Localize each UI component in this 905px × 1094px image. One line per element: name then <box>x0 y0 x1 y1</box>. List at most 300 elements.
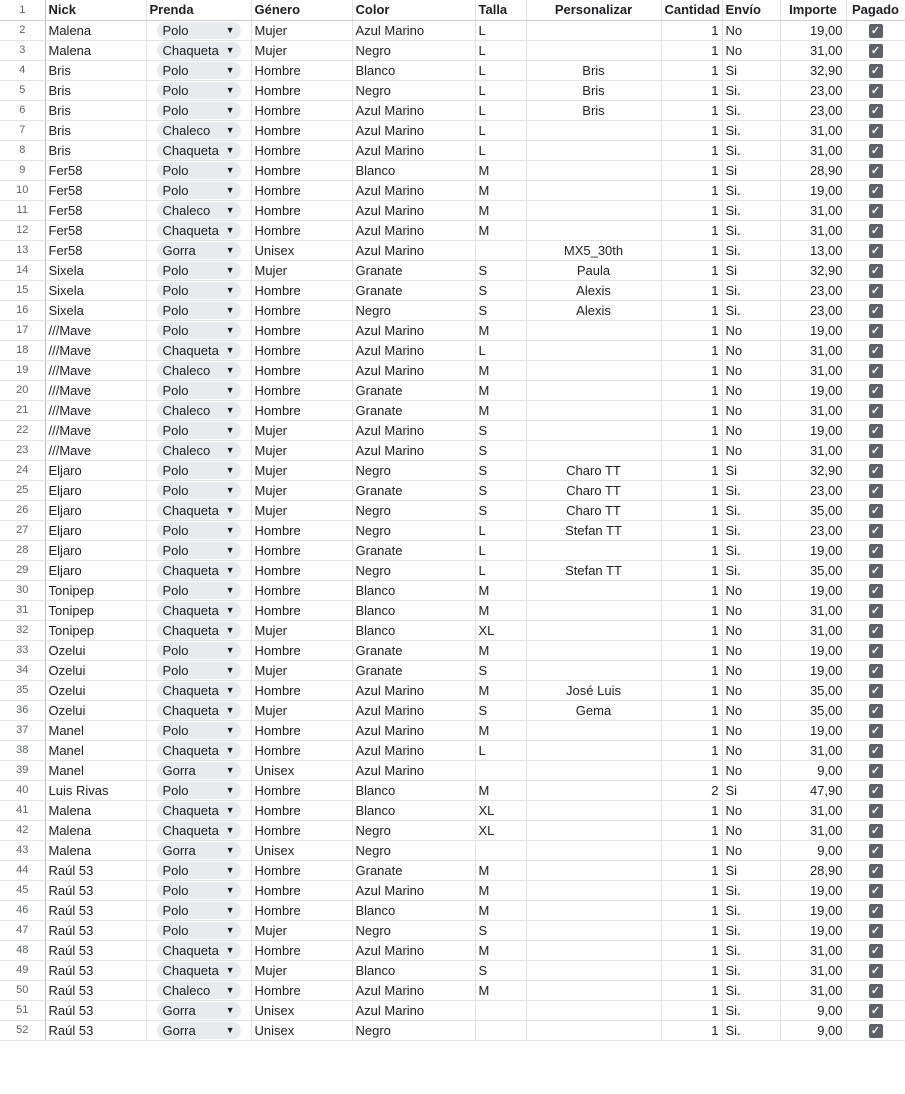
cell-importe[interactable]: 35,00 <box>780 500 846 520</box>
cell-prenda[interactable] <box>146 780 251 800</box>
cell-color[interactable]: Negro <box>352 500 475 520</box>
prenda-dropdown-chip[interactable] <box>157 22 241 39</box>
cell-importe[interactable]: 31,00 <box>780 940 846 960</box>
cell-cantidad[interactable]: 1 <box>661 140 722 160</box>
cell-personalizar[interactable] <box>526 540 661 560</box>
cell-talla[interactable]: L <box>475 60 526 80</box>
checkbox-checked-icon[interactable]: ✓ <box>869 884 883 898</box>
cell-genero[interactable]: Hombre <box>251 940 352 960</box>
cell-prenda[interactable] <box>146 440 251 460</box>
row-number[interactable]: 23 <box>0 440 45 460</box>
checkbox-checked-icon[interactable]: ✓ <box>869 764 883 778</box>
cell-personalizar[interactable]: Paula <box>526 260 661 280</box>
row-number[interactable]: 20 <box>0 380 45 400</box>
cell-genero[interactable]: Mujer <box>251 620 352 640</box>
cell-envio[interactable]: No <box>722 680 780 700</box>
checkbox-checked-icon[interactable]: ✓ <box>869 244 883 258</box>
cell-color[interactable]: Granate <box>352 640 475 660</box>
cell-personalizar[interactable] <box>526 440 661 460</box>
prenda-dropdown-chip[interactable] <box>157 102 241 119</box>
cell-genero[interactable]: Hombre <box>251 720 352 740</box>
cell-prenda[interactable] <box>146 940 251 960</box>
cell-color[interactable]: Blanco <box>352 600 475 620</box>
prenda-dropdown-chip[interactable] <box>157 682 241 699</box>
cell-importe[interactable]: 19,00 <box>780 540 846 560</box>
cell-envio[interactable]: Si. <box>722 280 780 300</box>
cell-talla[interactable]: S <box>475 460 526 480</box>
cell-envio[interactable]: No <box>722 380 780 400</box>
checkbox-checked-icon[interactable]: ✓ <box>869 184 883 198</box>
cell-cantidad[interactable]: 1 <box>661 680 722 700</box>
cell-personalizar[interactable] <box>526 780 661 800</box>
cell-genero[interactable]: Unisex <box>251 840 352 860</box>
cell-genero[interactable]: Hombre <box>251 360 352 380</box>
prenda-dropdown-chip[interactable] <box>157 702 241 719</box>
cell-talla[interactable]: L <box>475 540 526 560</box>
cell-pagado[interactable] <box>846 60 905 80</box>
cell-importe[interactable]: 32,90 <box>780 260 846 280</box>
row-number[interactable]: 51 <box>0 1000 45 1020</box>
cell-nick[interactable]: Tonipep <box>45 580 146 600</box>
cell-nick[interactable]: Fer58 <box>45 200 146 220</box>
cell-talla[interactable]: L <box>475 520 526 540</box>
cell-envio[interactable]: Si <box>722 860 780 880</box>
cell-personalizar[interactable]: Alexis <box>526 300 661 320</box>
cell-cantidad[interactable]: 1 <box>661 960 722 980</box>
cell-cantidad[interactable]: 1 <box>661 40 722 60</box>
cell-color[interactable]: Blanco <box>352 160 475 180</box>
cell-talla[interactable]: S <box>475 280 526 300</box>
cell-pagado[interactable] <box>846 340 905 360</box>
cell-genero[interactable]: Hombre <box>251 180 352 200</box>
cell-cantidad[interactable]: 1 <box>661 340 722 360</box>
cell-talla[interactable]: L <box>475 120 526 140</box>
cell-talla[interactable]: S <box>475 420 526 440</box>
cell-envio[interactable]: No <box>722 20 780 40</box>
cell-pagado[interactable] <box>846 700 905 720</box>
cell-envio[interactable]: No <box>722 580 780 600</box>
prenda-dropdown-chip[interactable] <box>157 882 241 899</box>
cell-prenda[interactable] <box>146 480 251 500</box>
cell-importe[interactable]: 19,00 <box>780 380 846 400</box>
checkbox-checked-icon[interactable]: ✓ <box>869 664 883 678</box>
checkbox-checked-icon[interactable]: ✓ <box>869 264 883 278</box>
cell-importe[interactable]: 31,00 <box>780 40 846 60</box>
checkbox-checked-icon[interactable]: ✓ <box>869 484 883 498</box>
cell-importe[interactable]: 35,00 <box>780 700 846 720</box>
prenda-dropdown-chip[interactable] <box>157 62 241 79</box>
cell-envio[interactable]: No <box>722 40 780 60</box>
header-nick[interactable]: Nick <box>45 0 146 20</box>
cell-cantidad[interactable]: 1 <box>661 240 722 260</box>
cell-cantidad[interactable]: 1 <box>661 300 722 320</box>
cell-envio[interactable]: Si. <box>722 1000 780 1020</box>
checkbox-checked-icon[interactable]: ✓ <box>869 944 883 958</box>
row-number[interactable]: 13 <box>0 240 45 260</box>
cell-talla[interactable]: M <box>475 220 526 240</box>
cell-color[interactable]: Negro <box>352 40 475 60</box>
cell-color[interactable]: Azul Marino <box>352 360 475 380</box>
cell-genero[interactable]: Hombre <box>251 320 352 340</box>
cell-prenda[interactable] <box>146 960 251 980</box>
cell-cantidad[interactable]: 1 <box>661 420 722 440</box>
cell-personalizar[interactable] <box>526 800 661 820</box>
cell-envio[interactable]: Si <box>722 260 780 280</box>
cell-cantidad[interactable]: 1 <box>661 640 722 660</box>
row-number[interactable]: 50 <box>0 980 45 1000</box>
cell-prenda[interactable] <box>146 300 251 320</box>
cell-personalizar[interactable] <box>526 940 661 960</box>
cell-pagado[interactable] <box>846 480 905 500</box>
cell-envio[interactable]: Si. <box>722 80 780 100</box>
cell-pagado[interactable] <box>846 240 905 260</box>
cell-pagado[interactable] <box>846 580 905 600</box>
cell-pagado[interactable] <box>846 180 905 200</box>
cell-prenda[interactable] <box>146 540 251 560</box>
cell-personalizar[interactable] <box>526 140 661 160</box>
checkbox-checked-icon[interactable]: ✓ <box>869 744 883 758</box>
row-number[interactable]: 34 <box>0 660 45 680</box>
cell-personalizar[interactable]: MX5_30th <box>526 240 661 260</box>
row-number[interactable]: 42 <box>0 820 45 840</box>
cell-color[interactable]: Azul Marino <box>352 440 475 460</box>
cell-genero[interactable]: Hombre <box>251 340 352 360</box>
cell-talla[interactable]: M <box>475 780 526 800</box>
cell-talla[interactable]: S <box>475 700 526 720</box>
cell-genero[interactable]: Mujer <box>251 920 352 940</box>
row-number[interactable]: 24 <box>0 460 45 480</box>
cell-envio[interactable]: Si. <box>722 180 780 200</box>
row-number[interactable]: 28 <box>0 540 45 560</box>
prenda-dropdown-chip[interactable] <box>157 522 241 539</box>
cell-nick[interactable]: Bris <box>45 100 146 120</box>
cell-color[interactable]: Negro <box>352 840 475 860</box>
cell-prenda[interactable] <box>146 660 251 680</box>
cell-pagado[interactable] <box>846 800 905 820</box>
cell-nick[interactable]: Sixela <box>45 260 146 280</box>
cell-cantidad[interactable]: 1 <box>661 1020 722 1040</box>
checkbox-checked-icon[interactable]: ✓ <box>869 284 883 298</box>
checkbox-checked-icon[interactable]: ✓ <box>869 224 883 238</box>
checkbox-checked-icon[interactable]: ✓ <box>869 164 883 178</box>
cell-importe[interactable]: 19,00 <box>780 580 846 600</box>
cell-genero[interactable]: Hombre <box>251 600 352 620</box>
cell-nick[interactable]: ///Mave <box>45 320 146 340</box>
cell-talla[interactable]: M <box>475 980 526 1000</box>
cell-nick[interactable]: ///Mave <box>45 340 146 360</box>
cell-pagado[interactable] <box>846 940 905 960</box>
cell-importe[interactable]: 19,00 <box>780 20 846 40</box>
cell-envio[interactable]: No <box>722 700 780 720</box>
checkbox-checked-icon[interactable]: ✓ <box>869 844 883 858</box>
cell-pagado[interactable] <box>846 80 905 100</box>
row-number[interactable]: 44 <box>0 860 45 880</box>
cell-genero[interactable]: Hombre <box>251 640 352 660</box>
cell-prenda[interactable] <box>146 20 251 40</box>
cell-importe[interactable]: 31,00 <box>780 220 846 240</box>
checkbox-checked-icon[interactable]: ✓ <box>869 44 883 58</box>
cell-pagado[interactable] <box>846 840 905 860</box>
cell-personalizar[interactable] <box>526 1000 661 1020</box>
cell-cantidad[interactable]: 1 <box>661 760 722 780</box>
cell-color[interactable]: Negro <box>352 820 475 840</box>
header-importe[interactable]: Importe <box>780 0 846 20</box>
cell-personalizar[interactable] <box>526 600 661 620</box>
prenda-dropdown-chip[interactable] <box>157 202 241 219</box>
cell-cantidad[interactable]: 1 <box>661 860 722 880</box>
cell-prenda[interactable] <box>146 620 251 640</box>
row-number[interactable]: 12 <box>0 220 45 240</box>
cell-pagado[interactable] <box>846 680 905 700</box>
row-number[interactable]: 11 <box>0 200 45 220</box>
cell-importe[interactable]: 31,00 <box>780 800 846 820</box>
cell-prenda[interactable] <box>146 280 251 300</box>
cell-genero[interactable]: Hombre <box>251 80 352 100</box>
checkbox-checked-icon[interactable]: ✓ <box>869 644 883 658</box>
cell-pagado[interactable] <box>846 760 905 780</box>
cell-color[interactable]: Blanco <box>352 620 475 640</box>
cell-envio[interactable]: Si. <box>722 520 780 540</box>
cell-envio[interactable]: No <box>722 720 780 740</box>
cell-cantidad[interactable]: 1 <box>661 280 722 300</box>
checkbox-checked-icon[interactable]: ✓ <box>869 964 883 978</box>
prenda-dropdown-chip[interactable] <box>157 302 241 319</box>
cell-prenda[interactable] <box>146 760 251 780</box>
cell-cantidad[interactable]: 1 <box>661 580 722 600</box>
cell-envio[interactable]: No <box>722 840 780 860</box>
row-number[interactable]: 18 <box>0 340 45 360</box>
cell-importe[interactable]: 32,90 <box>780 60 846 80</box>
cell-genero[interactable]: Hombre <box>251 120 352 140</box>
cell-personalizar[interactable]: Charo TT <box>526 480 661 500</box>
cell-pagado[interactable] <box>846 920 905 940</box>
row-number[interactable]: 30 <box>0 580 45 600</box>
cell-talla[interactable]: L <box>475 80 526 100</box>
cell-personalizar[interactable] <box>526 220 661 240</box>
checkbox-checked-icon[interactable]: ✓ <box>869 364 883 378</box>
cell-importe[interactable]: 31,00 <box>780 360 846 380</box>
checkbox-checked-icon[interactable]: ✓ <box>869 804 883 818</box>
cell-envio[interactable]: Si. <box>722 240 780 260</box>
cell-envio[interactable]: Si <box>722 160 780 180</box>
cell-genero[interactable]: Hombre <box>251 740 352 760</box>
cell-color[interactable]: Azul Marino <box>352 700 475 720</box>
prenda-dropdown-chip[interactable] <box>157 982 241 999</box>
cell-prenda[interactable] <box>146 320 251 340</box>
cell-importe[interactable]: 31,00 <box>780 120 846 140</box>
cell-envio[interactable]: No <box>722 800 780 820</box>
cell-color[interactable]: Azul Marino <box>352 220 475 240</box>
cell-personalizar[interactable] <box>526 420 661 440</box>
cell-cantidad[interactable]: 1 <box>661 800 722 820</box>
cell-cantidad[interactable]: 1 <box>661 600 722 620</box>
checkbox-checked-icon[interactable]: ✓ <box>869 504 883 518</box>
cell-importe[interactable]: 31,00 <box>780 440 846 460</box>
cell-cantidad[interactable]: 1 <box>661 880 722 900</box>
cell-envio[interactable]: Si. <box>722 480 780 500</box>
prenda-dropdown-chip[interactable] <box>157 722 241 739</box>
cell-nick[interactable]: Bris <box>45 120 146 140</box>
cell-envio[interactable]: Si. <box>722 880 780 900</box>
cell-importe[interactable]: 31,00 <box>780 600 846 620</box>
checkbox-checked-icon[interactable]: ✓ <box>869 984 883 998</box>
cell-talla[interactable] <box>475 760 526 780</box>
cell-personalizar[interactable] <box>526 980 661 1000</box>
row-number[interactable]: 35 <box>0 680 45 700</box>
row-number[interactable]: 7 <box>0 120 45 140</box>
cell-talla[interactable] <box>475 1020 526 1040</box>
row-number[interactable]: 52 <box>0 1020 45 1040</box>
checkbox-checked-icon[interactable]: ✓ <box>869 924 883 938</box>
row-number[interactable]: 39 <box>0 760 45 780</box>
checkbox-checked-icon[interactable]: ✓ <box>869 624 883 638</box>
cell-envio[interactable]: No <box>722 760 780 780</box>
cell-importe[interactable]: 31,00 <box>780 960 846 980</box>
cell-importe[interactable]: 19,00 <box>780 900 846 920</box>
cell-personalizar[interactable] <box>526 820 661 840</box>
cell-talla[interactable]: M <box>475 860 526 880</box>
cell-color[interactable]: Azul Marino <box>352 680 475 700</box>
prenda-dropdown-chip[interactable] <box>157 362 241 379</box>
cell-prenda[interactable] <box>146 220 251 240</box>
cell-pagado[interactable] <box>846 720 905 740</box>
cell-pagado[interactable] <box>846 120 905 140</box>
prenda-dropdown-chip[interactable] <box>157 422 241 439</box>
cell-nick[interactable]: Fer58 <box>45 160 146 180</box>
cell-prenda[interactable] <box>146 920 251 940</box>
cell-prenda[interactable] <box>146 640 251 660</box>
cell-talla[interactable]: M <box>475 900 526 920</box>
cell-genero[interactable]: Hombre <box>251 400 352 420</box>
cell-talla[interactable] <box>475 1000 526 1020</box>
cell-envio[interactable]: Si. <box>722 140 780 160</box>
cell-cantidad[interactable]: 1 <box>661 440 722 460</box>
cell-prenda[interactable] <box>146 980 251 1000</box>
cell-importe[interactable]: 9,00 <box>780 1000 846 1020</box>
cell-pagado[interactable] <box>846 200 905 220</box>
cell-personalizar[interactable] <box>526 720 661 740</box>
cell-importe[interactable]: 19,00 <box>780 920 846 940</box>
cell-color[interactable]: Granate <box>352 860 475 880</box>
cell-envio[interactable]: Si. <box>722 1020 780 1040</box>
cell-personalizar[interactable] <box>526 320 661 340</box>
cell-envio[interactable]: No <box>722 640 780 660</box>
cell-genero[interactable]: Mujer <box>251 440 352 460</box>
prenda-dropdown-chip[interactable] <box>157 902 241 919</box>
cell-pagado[interactable] <box>846 1020 905 1040</box>
cell-color[interactable]: Negro <box>352 300 475 320</box>
cell-nick[interactable]: Tonipep <box>45 620 146 640</box>
cell-pagado[interactable] <box>846 820 905 840</box>
cell-importe[interactable]: 19,00 <box>780 420 846 440</box>
cell-cantidad[interactable]: 1 <box>661 360 722 380</box>
row-number[interactable]: 25 <box>0 480 45 500</box>
prenda-dropdown-chip[interactable] <box>157 642 241 659</box>
cell-talla[interactable]: S <box>475 920 526 940</box>
cell-prenda[interactable] <box>146 740 251 760</box>
row-number[interactable]: 6 <box>0 100 45 120</box>
cell-personalizar[interactable] <box>526 640 661 660</box>
prenda-dropdown-chip[interactable] <box>157 242 241 259</box>
cell-envio[interactable]: Si. <box>722 540 780 560</box>
cell-talla[interactable]: M <box>475 640 526 660</box>
cell-prenda[interactable] <box>146 840 251 860</box>
cell-importe[interactable]: 23,00 <box>780 300 846 320</box>
cell-talla[interactable]: M <box>475 160 526 180</box>
header-envio[interactable]: Envío <box>722 0 780 20</box>
cell-prenda[interactable] <box>146 460 251 480</box>
cell-nick[interactable]: ///Mave <box>45 440 146 460</box>
cell-color[interactable]: Azul Marino <box>352 20 475 40</box>
checkbox-checked-icon[interactable]: ✓ <box>869 904 883 918</box>
cell-personalizar[interactable] <box>526 40 661 60</box>
row-number[interactable]: 48 <box>0 940 45 960</box>
cell-nick[interactable]: Raúl 53 <box>45 900 146 920</box>
cell-importe[interactable]: 19,00 <box>780 640 846 660</box>
cell-genero[interactable]: Mujer <box>251 40 352 60</box>
cell-prenda[interactable] <box>146 580 251 600</box>
cell-color[interactable]: Azul Marino <box>352 420 475 440</box>
header-cantidad[interactable]: Cantidad <box>661 0 722 20</box>
cell-nick[interactable]: Bris <box>45 140 146 160</box>
cell-genero[interactable]: Mujer <box>251 480 352 500</box>
cell-personalizar[interactable] <box>526 960 661 980</box>
cell-color[interactable]: Azul Marino <box>352 760 475 780</box>
cell-cantidad[interactable]: 1 <box>661 100 722 120</box>
cell-personalizar[interactable] <box>526 880 661 900</box>
checkbox-checked-icon[interactable]: ✓ <box>869 84 883 98</box>
cell-color[interactable]: Blanco <box>352 800 475 820</box>
checkbox-checked-icon[interactable]: ✓ <box>869 564 883 578</box>
checkbox-checked-icon[interactable]: ✓ <box>869 604 883 618</box>
cell-envio[interactable]: Si. <box>722 100 780 120</box>
cell-genero[interactable]: Hombre <box>251 100 352 120</box>
prenda-dropdown-chip[interactable] <box>157 822 241 839</box>
prenda-dropdown-chip[interactable] <box>157 622 241 639</box>
cell-cantidad[interactable]: 1 <box>661 380 722 400</box>
cell-nick[interactable]: Ozelui <box>45 700 146 720</box>
cell-color[interactable]: Negro <box>352 1020 475 1040</box>
cell-color[interactable]: Blanco <box>352 580 475 600</box>
cell-personalizar[interactable]: José Luis <box>526 680 661 700</box>
cell-color[interactable]: Granate <box>352 380 475 400</box>
cell-genero[interactable]: Hombre <box>251 160 352 180</box>
cell-envio[interactable]: No <box>722 740 780 760</box>
cell-prenda[interactable] <box>146 140 251 160</box>
cell-pagado[interactable] <box>846 260 905 280</box>
row-number[interactable]: 26 <box>0 500 45 520</box>
cell-cantidad[interactable]: 1 <box>661 840 722 860</box>
prenda-dropdown-chip[interactable] <box>157 782 241 799</box>
cell-personalizar[interactable] <box>526 900 661 920</box>
cell-prenda[interactable] <box>146 40 251 60</box>
row-number[interactable]: 3 <box>0 40 45 60</box>
cell-prenda[interactable] <box>146 1020 251 1040</box>
row-number[interactable]: 45 <box>0 880 45 900</box>
cell-nick[interactable]: Fer58 <box>45 240 146 260</box>
cell-nick[interactable]: Bris <box>45 60 146 80</box>
cell-cantidad[interactable]: 1 <box>661 940 722 960</box>
cell-color[interactable]: Negro <box>352 560 475 580</box>
cell-nick[interactable]: Ozelui <box>45 640 146 660</box>
row-number[interactable]: 32 <box>0 620 45 640</box>
cell-talla[interactable]: L <box>475 740 526 760</box>
cell-color[interactable]: Azul Marino <box>352 1000 475 1020</box>
prenda-dropdown-chip[interactable] <box>157 1002 241 1019</box>
cell-nick[interactable]: Sixela <box>45 300 146 320</box>
cell-personalizar[interactable] <box>526 860 661 880</box>
cell-talla[interactable]: L <box>475 20 526 40</box>
